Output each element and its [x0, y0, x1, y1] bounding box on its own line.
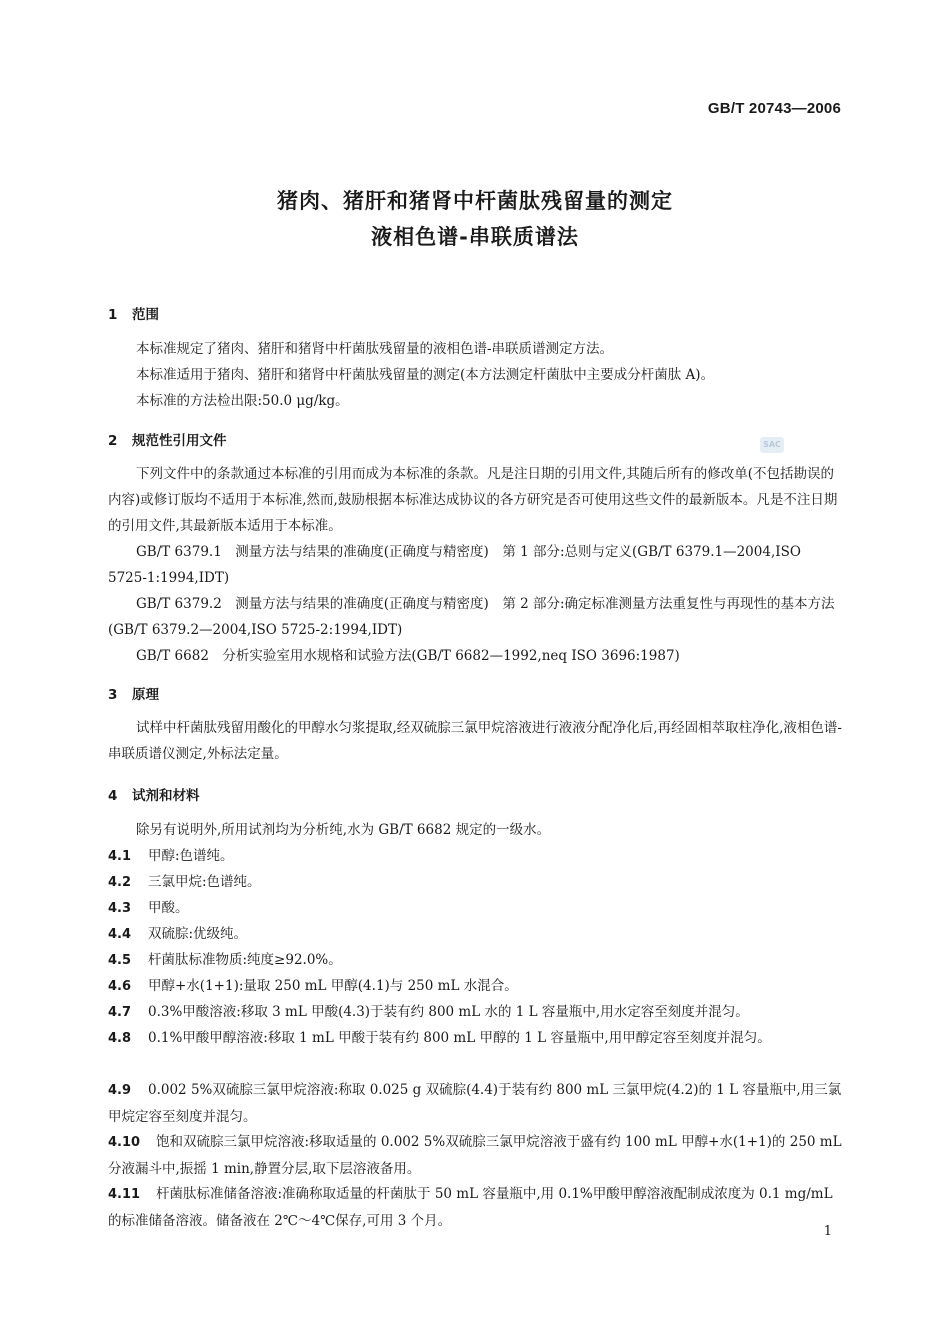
section-3-heading	[108, 683, 159, 703]
page-number: 1	[823, 1224, 832, 1239]
item-number: 4.9	[108, 1083, 132, 1098]
scope-para-3: 本标准的方法检出限:50.0 μg/kg。	[136, 393, 349, 409]
title-line-1: 猪肉、猪肝和猪肾中杆菌肽残留量的测定	[277, 189, 673, 213]
section-title: 范围	[132, 307, 159, 323]
scope-para-1: 本标准规定了猪肉、猪肝和猪肾中杆菌肽残留量的液相色谱-串联质谱测定方法。	[136, 341, 614, 357]
principle-text: 试样中杆菌肽残留用酸化的甲醇水匀浆提取,经双硫腙三氯甲烷溶液进行液液分配净化后,再经固相萃取柱净化,液相色谱-串联质谱仪测定,外标法定量。	[108, 720, 842, 762]
section-number: 1	[108, 307, 118, 323]
reference-1: GB/T 6379.1 测量方法与结果的准确度(正确度与精密度) 第 1 部分:总则与定义(GB/T 6379.1—2004,ISO 5725-1:1994,IDT)	[108, 544, 801, 586]
item-text: 杆菌肽标准物质:纯度≥92.0%。	[148, 952, 342, 968]
reagent-item	[108, 921, 842, 948]
item-text: 甲酸。	[148, 900, 189, 916]
item-text: 饱和双硫腙三氯甲烷溶液:移取适量的 0.002 5%双硫腙三氯甲烷溶液于盛有约 100 mL 甲醇+水(1+1)的 250 mL 分液漏斗中,振摇 1 min,静置分层,取下层溶液备用。	[108, 1134, 842, 1177]
section-2-heading	[108, 429, 227, 449]
reagent-item	[108, 1129, 842, 1182]
scope-para-2: 本标准适用于猪肉、猪肝和猪肾中杆菌肽残留量的测定(本方法测定杆菌肽中主要成分杆菌肽 A)。	[136, 367, 715, 383]
item-text: 0.3%甲酸溶液:移取 3 mL 甲酸(4.3)于装有约 800 mL 水的 1 L 容量瓶中,用水定容至刻度并混匀。	[148, 1004, 749, 1020]
sac-watermark-logo: SAC	[760, 437, 784, 453]
title-line-2: 液相色谱-串联质谱法	[371, 225, 579, 249]
section-number: 3	[108, 687, 118, 703]
reagent-item	[108, 869, 842, 896]
reagents-intro: 除另有说明外,所用试剂均为分析纯,水为 GB/T 6682 规定的一级水。	[136, 822, 551, 838]
reagent-item	[108, 895, 842, 922]
reagent-item	[108, 843, 842, 870]
section-4-heading	[108, 784, 200, 804]
item-text: 0.002 5%双硫腙三氯甲烷溶液:称取 0.025 g 双硫腙(4.4)于装有约 800 mL 三氯甲烷(4.2)的 1 L 容量瓶中,用三氯甲烷定容至刻度并混匀。	[108, 1082, 842, 1125]
item-number: 4.2	[108, 875, 132, 890]
item-number: 4.3	[108, 901, 132, 916]
item-number: 4.1	[108, 849, 132, 864]
reagent-item	[108, 947, 842, 974]
reagent-item	[108, 1025, 842, 1052]
item-text: 甲醇:色谱纯。	[148, 848, 234, 864]
section-number: 4	[108, 788, 118, 804]
reagent-item	[108, 973, 842, 1000]
item-number: 4.6	[108, 979, 132, 994]
item-number: 4.10	[108, 1135, 141, 1150]
item-text: 双硫腙:优级纯。	[148, 926, 248, 942]
standard-code: GB/T 20743—2006	[707, 100, 841, 117]
references-intro: 下列文件中的条款通过本标准的引用而成为本标准的条款。凡是注日期的引用文件,其随后所有的修改单(不包括勘误的内容)或修订版均不适用于本标准,然而,鼓励根据本标准达成协议的各方研究是否可使用这些文件的最新版本。凡是不注日期的引用文件,其最新版本适用于本标准。	[108, 466, 838, 534]
item-number: 4.7	[108, 1005, 132, 1020]
item-text: 0.1%甲酸甲醇溶液:移取 1 mL 甲酸于装有约 800 mL 甲醇的 1 L 容量瓶中,用甲醇定容至刻度并混匀。	[148, 1030, 771, 1046]
item-text: 三氯甲烷:色谱纯。	[148, 874, 261, 890]
section-title: 试剂和材料	[132, 788, 200, 804]
reference-3: GB/T 6682 分析实验室用水规格和试验方法(GB/T 6682—1992,neq ISO 3696:1987)	[136, 648, 680, 664]
item-number: 4.5	[108, 953, 132, 968]
item-text: 甲醇+水(1+1):量取 250 mL 甲醇(4.1)与 250 mL 水混合。	[148, 978, 518, 994]
section-1-heading	[108, 303, 159, 323]
item-number: 4.4	[108, 927, 132, 942]
section-title: 原理	[132, 687, 159, 703]
reference-2: GB/T 6379.2 测量方法与结果的准确度(正确度与精密度) 第 2 部分:确定标准测量方法重复性与再现性的基本方法(GB/T 6379.2—2004,ISO 5725-2:1994,IDT)	[108, 596, 835, 638]
reagent-item	[108, 1181, 842, 1234]
item-number: 4.8	[108, 1031, 132, 1046]
reagent-item	[108, 1077, 842, 1130]
section-title: 规范性引用文件	[132, 433, 227, 449]
item-text: 杆菌肽标准储备溶液:准确称取适量的杆菌肽于 50 mL 容量瓶中,用 0.1%甲酸甲醇溶液配制成浓度为 0.1 mg/mL 的标准储备溶液。储备液在 2℃～4℃保存,可用 3 个月。	[108, 1186, 833, 1229]
reagent-item	[108, 999, 842, 1026]
item-number: 4.11	[108, 1187, 141, 1202]
section-number: 2	[108, 433, 118, 449]
